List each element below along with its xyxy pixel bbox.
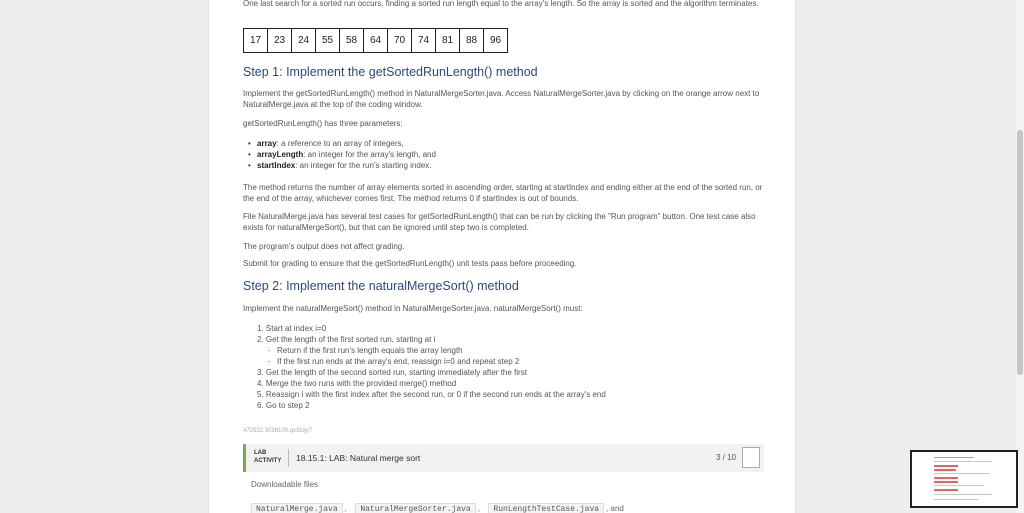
content-page <box>208 0 796 513</box>
minimap-line <box>934 457 974 458</box>
step1-paragraph-4: File NaturalMerge.java has several test cases for getSortedRunLength() that can be run by clicking the "Run program" button. One test case also exists for naturalMergeSort(), but that can be ignored until step two is completed. <box>243 212 756 232</box>
parameter-item <box>257 149 777 160</box>
algorithm-step: 5. Reassign i with the first index after the second run, or 0 if the second run ends at the array's end <box>257 390 606 399</box>
lab-header-divider <box>288 449 289 467</box>
lab-activity-header <box>243 444 764 472</box>
file-and-text: , and <box>606 504 624 513</box>
array-cell: 74 <box>412 29 436 53</box>
array-cell: 58 <box>340 29 364 53</box>
score-box[interactable] <box>742 447 760 468</box>
parameter-desc: : an integer for the array's length, and <box>303 150 436 159</box>
sorted-array-row <box>244 29 508 53</box>
algorithm-substep: ◦ Return if the first run's length equals the array length <box>277 345 777 356</box>
step1-heading: Step 1: Implement the getSortedRunLength() method <box>243 65 538 79</box>
parameter-name: arrayLength <box>257 150 304 159</box>
page-scrollbar-thumb[interactable] <box>1017 130 1023 375</box>
step2-heading: Step 2: Implement the naturalMergeSort() method <box>243 279 519 293</box>
minimap-line <box>934 477 958 479</box>
parameter-item <box>257 138 777 149</box>
array-cell: 81 <box>436 29 460 53</box>
activity-id-code: 472532.3038100.qx3zqy7 <box>243 428 313 434</box>
step1-paragraph-5: The program's output does not affect grading. <box>243 242 405 251</box>
parameter-name: array <box>257 139 277 148</box>
algorithm-step: 1. Start at index i=0 <box>257 324 327 333</box>
parameter-name: startIndex <box>257 161 296 170</box>
algorithm-step-text: 2. Get the length of the first sorted run, starting at i <box>257 335 436 344</box>
array-cell: 96 <box>484 29 508 53</box>
step1-paragraph-3: The method returns the number of array elements sorted in ascending order, starting at startIndex and ending either at the end of the sorted run, or the end of the array, whichever comes first. The method returns 0 if startIndex is out of bounds. <box>243 183 763 203</box>
file-separator: , <box>477 504 480 513</box>
minimap-line <box>934 489 958 491</box>
algorithm-steps <box>243 323 777 411</box>
file-link[interactable]: NaturalMergeSorter.java <box>355 503 475 513</box>
downloadable-files-label: Downloadable files <box>251 480 319 489</box>
step1-paragraph-1: Implement the getSortedRunLength() method in NaturalMergeSorter.java. Access NaturalMergeSorter.java by clicking on the orange arrow next to NaturalMerge.java at the top of the coding window. <box>243 89 760 109</box>
algorithm-substep: ◦ If the first run ends at the array's end, reassign i=0 and repeat step 2 <box>277 356 777 367</box>
page-minimap[interactable] <box>910 450 1018 508</box>
algorithm-substeps <box>257 345 777 367</box>
lab-score: 3 / 10 <box>715 453 736 462</box>
minimap-line <box>934 473 990 474</box>
step1-paragraph-6: Submit for grading to ensure that the getSortedRunLength() unit tests pass before proceeding. <box>243 259 577 268</box>
lab-activity-tag: LAB ACTIVITY <box>254 450 282 464</box>
algorithm-step: 4. Merge the two runs with the provided merge() method <box>257 379 457 388</box>
array-cell: 55 <box>316 29 340 53</box>
intro-text: One last search for a sorted run occurs, finding a sorted run length equal to the array's length. So the array is sorted and the algorithm terminates. <box>243 0 759 8</box>
array-cell: 23 <box>268 29 292 53</box>
minimap-line <box>934 465 958 467</box>
algorithm-step: 3. Get the length of the second sorted run, starting immediately after the first <box>257 368 527 377</box>
minimap-line <box>934 461 992 462</box>
lab-activity-title: 18.15.1: LAB: Natural merge sort <box>296 453 421 463</box>
array-cell: 70 <box>388 29 412 53</box>
file-link[interactable]: NaturalMerge.java <box>251 503 343 513</box>
minimap-line <box>934 499 978 500</box>
step1-paragraph-2: getSortedRunLength() has three parameters: <box>243 119 403 128</box>
array-cell: 17 <box>244 29 268 53</box>
array-cell: 24 <box>292 29 316 53</box>
sorted-array-table <box>243 28 508 53</box>
file-separator: , <box>344 504 347 513</box>
minimap-line <box>934 485 984 486</box>
parameter-item <box>257 160 777 171</box>
algorithm-step <box>257 334 777 367</box>
minimap-line <box>934 481 958 483</box>
minimap-line <box>934 469 956 471</box>
array-cell: 64 <box>364 29 388 53</box>
step2-paragraph-1: Implement the naturalMergeSort() method in NaturalMergeSorter.java. naturalMergeSort() must: <box>243 304 583 313</box>
file-link[interactable]: RunLengthTestCase.java <box>488 503 604 513</box>
parameter-desc: : an integer for the run's starting index. <box>295 161 432 170</box>
parameter-list <box>243 138 777 171</box>
algorithm-step: 6. Go to step 2 <box>257 401 310 410</box>
parameter-desc: : a reference to an array of integers, <box>276 139 404 148</box>
minimap-line <box>934 494 992 495</box>
array-cell: 88 <box>460 29 484 53</box>
downloadable-files-list <box>251 498 628 513</box>
